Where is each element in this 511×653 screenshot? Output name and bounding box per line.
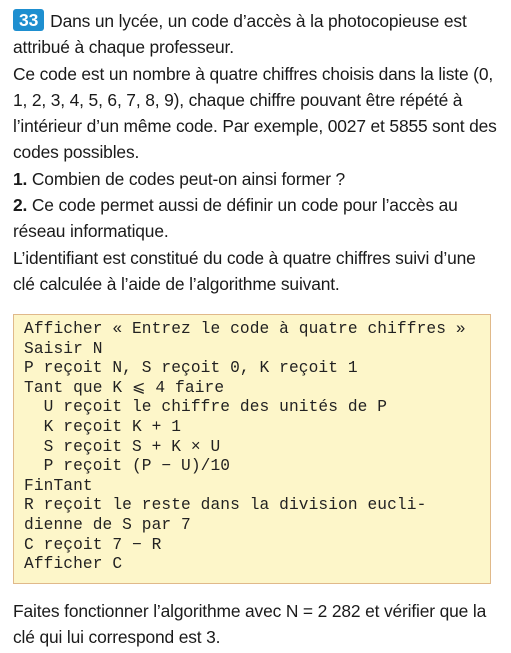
question-1 — [13, 166, 501, 192]
algorithm-line: R reçoit le reste dans la division eucli- — [24, 496, 427, 515]
identifier-text: L’identifiant est constitué du code à quatre chiffres suivi d’une clé calculée à l’aide de l’algorithme suivant. — [13, 247, 476, 294]
intro-text: Dans un lycée, un code d’accès à la photocopieuse est attribué à chaque professeur. — [13, 11, 467, 58]
algorithm-line: C reçoit 7 − R — [24, 535, 162, 554]
algorithm-line: P reçoit (P − U)/10 — [24, 457, 231, 476]
algorithm-line: K reçoit K + 1 — [24, 417, 182, 436]
question-2 — [13, 192, 501, 245]
algorithm-line: Afficher C — [24, 555, 123, 574]
algorithm-line: Saisir N — [24, 339, 103, 358]
question-2-number: 2. — [13, 195, 28, 216]
exercise-text — [13, 8, 501, 297]
algorithm-line: FinTant — [24, 476, 93, 495]
algorithm-line: S reçoit S + K × U — [24, 437, 221, 456]
algorithm-line: Afficher « Entrez le code à quatre chiffres » — [24, 320, 466, 338]
algorithm-line: P reçoit N, S reçoit 0, K reçoit 1 — [24, 359, 358, 378]
algorithm-line: U reçoit le chiffre des unités de P — [24, 398, 388, 417]
algorithm-box — [13, 314, 491, 584]
question-2-text: Ce code permet aussi de définir un code pour l’accès au réseau informatique. — [13, 195, 458, 242]
exercise-number-badge: 33 — [13, 9, 44, 31]
question-1-number: 1. — [13, 168, 28, 189]
exercise-description: Ce code est un nombre à quatre chiffres choisis dans la liste (0, 1, 2, 3, 4, 5, 6, 7, 8, 9), chaque chiffre pouvant être répété à l’intérieur d’un même code. Par exemple, 0027 et 5855 sont des codes possibles. — [13, 63, 497, 163]
exercise-intro — [13, 8, 501, 61]
algorithm-line: Tant que K ⩽ 4 faire — [24, 378, 225, 397]
question-1-text: Combien de codes peut-on ainsi former ? — [27, 168, 346, 189]
conclusion-text: Faites fonctionner l’algorithme avec N = 2 282 et vérifier que la clé qui lui correspond est 3. — [13, 601, 487, 648]
algorithm-line: dienne de S par 7 — [24, 515, 191, 534]
